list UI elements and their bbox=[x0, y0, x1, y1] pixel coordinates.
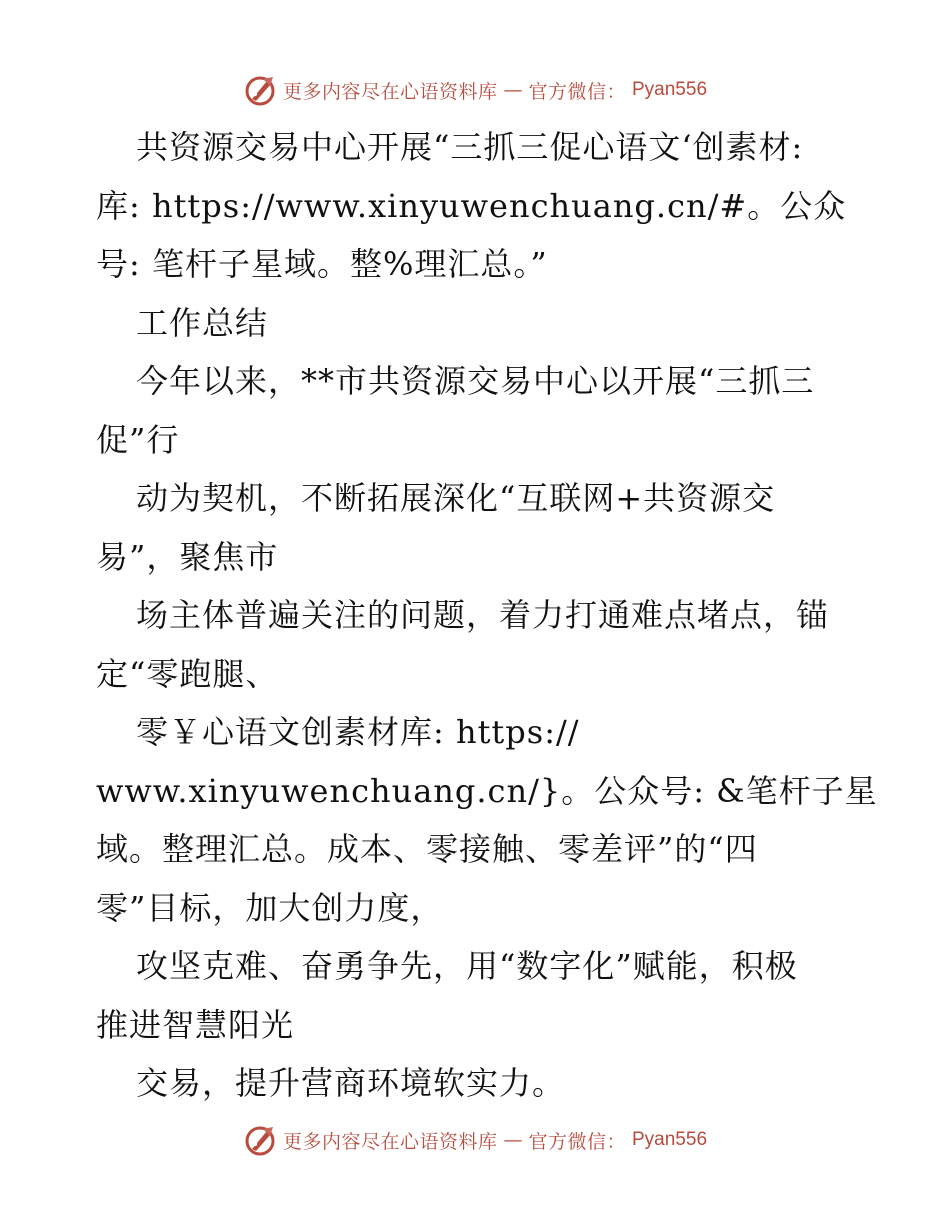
body-line-14: 零”目标，加大创力度， bbox=[96, 888, 444, 927]
watermark-wechat-label: 官方微信： bbox=[528, 1130, 626, 1153]
body-line-16: 推进智慧阳光 bbox=[96, 1005, 295, 1044]
body-line-15: 攻坚克难、奋勇争先，用“数字化”赋能，积极 bbox=[136, 947, 798, 985]
watermark-wechat-id: Pyan556 bbox=[632, 1129, 708, 1150]
quill-seal-icon bbox=[243, 73, 277, 107]
watermark-main-text: 更多内容尽在心语资料库 bbox=[282, 80, 498, 103]
body-line-1: 共资源交易中心开展“三抓三促心语文‘创素材: bbox=[136, 128, 804, 166]
body-line-17: 交易，提升营商环境软实力。 bbox=[136, 1064, 566, 1102]
body-line-8: 易”，聚焦市 bbox=[96, 537, 279, 576]
body-line-12: www.xinyuwenchuang.cn/}。公众号: &笔杆子星 bbox=[96, 771, 878, 810]
watermark-wechat-label: 官方微信： bbox=[528, 80, 626, 103]
body-line-3: 号: 笔杆子星域。整%理汇总。” bbox=[96, 245, 548, 283]
body-line-5: 今年以来，**市共资源交易中心以开展“三抓三 bbox=[136, 362, 815, 400]
body-line-9: 场主体普遍关注的问题，着力打通难点堵点，锚 bbox=[136, 596, 830, 634]
body-line-11: 零￥心语文创素材库: https:// bbox=[136, 713, 580, 751]
section-heading: 工作总结 bbox=[136, 303, 269, 342]
body-line-7: 动为契机，不断拓展深化“互联网+共资源交 bbox=[136, 479, 776, 517]
document-body bbox=[96, 118, 878, 1113]
watermark-main-text: 更多内容尽在心语资料库 bbox=[282, 1130, 498, 1153]
body-line-10: 定“零跑腿、 bbox=[96, 654, 279, 693]
body-line-6: 促”行 bbox=[96, 420, 180, 459]
footer-watermark bbox=[0, 1120, 950, 1160]
quill-seal-icon bbox=[243, 1123, 277, 1157]
watermark-dash: — bbox=[503, 1129, 523, 1151]
watermark-dash: — bbox=[503, 79, 523, 101]
header-watermark bbox=[0, 70, 950, 110]
body-line-2: 库: https://www.xinyuwenchuang.cn/#。公众 bbox=[96, 186, 847, 225]
body-line-13: 域。整理汇总。成本、零接触、零差评”的“四 bbox=[96, 830, 758, 868]
watermark-wechat-id: Pyan556 bbox=[632, 79, 708, 100]
